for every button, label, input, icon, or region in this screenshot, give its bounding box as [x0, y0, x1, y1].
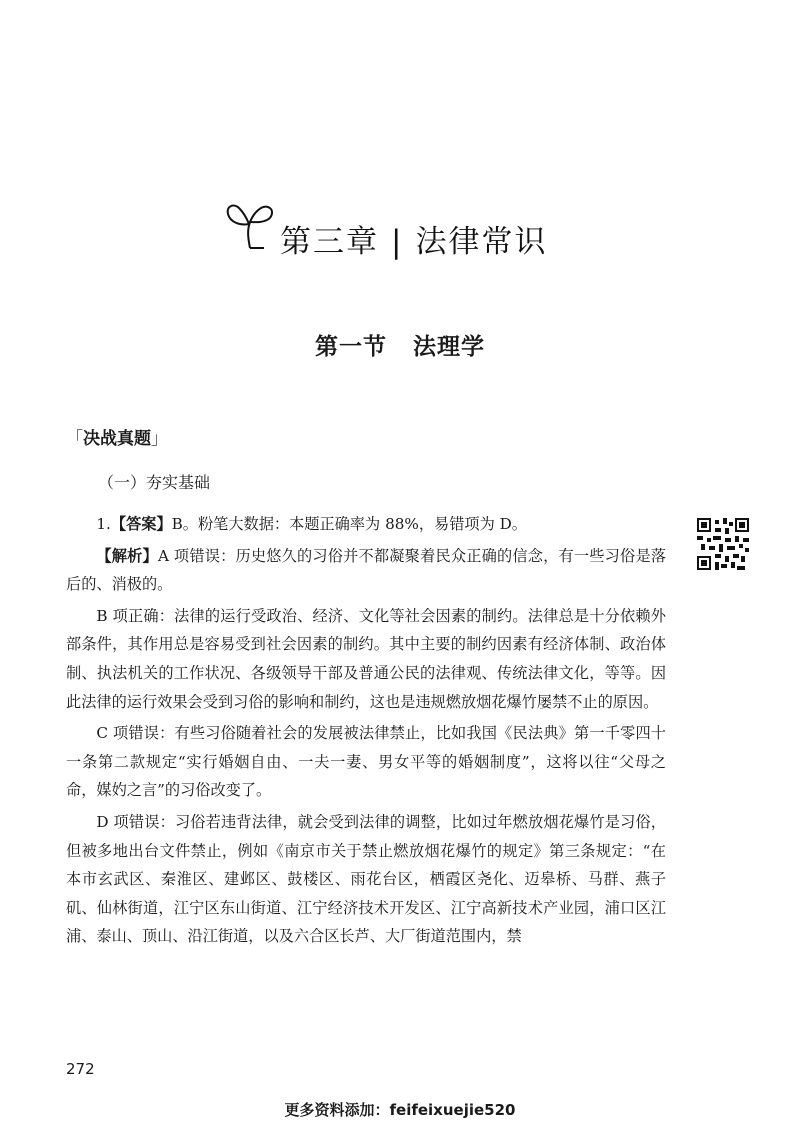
footer-note: 更多资料添加：feifeixuejie520	[284, 1101, 516, 1119]
qr-code-icon[interactable]	[697, 518, 749, 570]
option-b-paragraph: B 项正确：法律的运行受政治、经济、文化等社会因素的制约。法律总是十分依赖外部条件，其作用总是容易受到社会因素的制约。其中主要的制约因素有经济体制、政治体制、执法机关的工作状况、各级领导干部及普通公民的法律观、传统法律文化，等等。因此法律的运行效果会受到习俗的影响和制约，这也是违规燃放烟花爆竹屡禁不止的原因。	[66, 606, 666, 711]
practice-heading-text: 决战真题	[83, 429, 151, 449]
answer-text: B。粉笔大数据：本题正确率为 88%，易错项为 D。	[171, 515, 527, 533]
section-number: 第一节	[315, 334, 387, 360]
chapter-title	[280, 216, 547, 261]
analysis-label: 【解析】	[96, 546, 158, 565]
analysis-paragraph	[66, 542, 666, 599]
chapter-number: 第三章	[280, 224, 379, 260]
chapter-header	[220, 198, 580, 268]
chapter-separator: |	[391, 224, 404, 260]
section-title	[0, 328, 800, 361]
bracket-open: 「	[66, 429, 83, 449]
chapter-subject: 法律常识	[415, 224, 548, 260]
practice-heading	[66, 424, 168, 449]
sprout-icon	[220, 200, 278, 252]
option-d-paragraph: D 项错误：习俗若违背法律，就会受到法律的调整，比如过年燃放烟花爆竹是习俗，但被多地出台文件禁止，例如《南京市关于禁止燃放烟花爆竹的规定》第三条规定：“在本市玄武区、秦淮区、建邺区、鼓楼区、雨花台区，栖霞区尧化、迈皋桥、马群、燕子矶、仙林街道，江宁区东山街道、江宁经济技术开发区、江宁高新技术产业园，浦口区江浦、泰山、顶山、沿江街道，以及六合区长芦、大厂街道范围内，禁	[66, 812, 666, 946]
analysis-text: A 项错误：历史悠久的习俗并不都凝聚着民众正确的信念，有一些习俗是落后的、消极的。	[66, 546, 667, 594]
page-number: 272	[66, 1060, 95, 1078]
bracket-close: 」	[151, 429, 168, 449]
question-number: 1.	[96, 515, 111, 533]
answer-line	[66, 510, 666, 539]
section-name: 法理学	[413, 334, 485, 360]
subsection-heading: （一）夯实基础	[98, 473, 211, 492]
answer-label: 【答案】	[110, 515, 172, 533]
question-body	[66, 510, 666, 951]
option-c-paragraph: C 项错误：有些习俗随着社会的发展被法律禁止，比如我国《民法典》第一千零四十一条第二款规定“实行婚姻自由、一夫一妻、男女平等的婚姻制度”，这将以往“父母之命，媒妁之言”的习俗改变了。	[66, 724, 666, 800]
